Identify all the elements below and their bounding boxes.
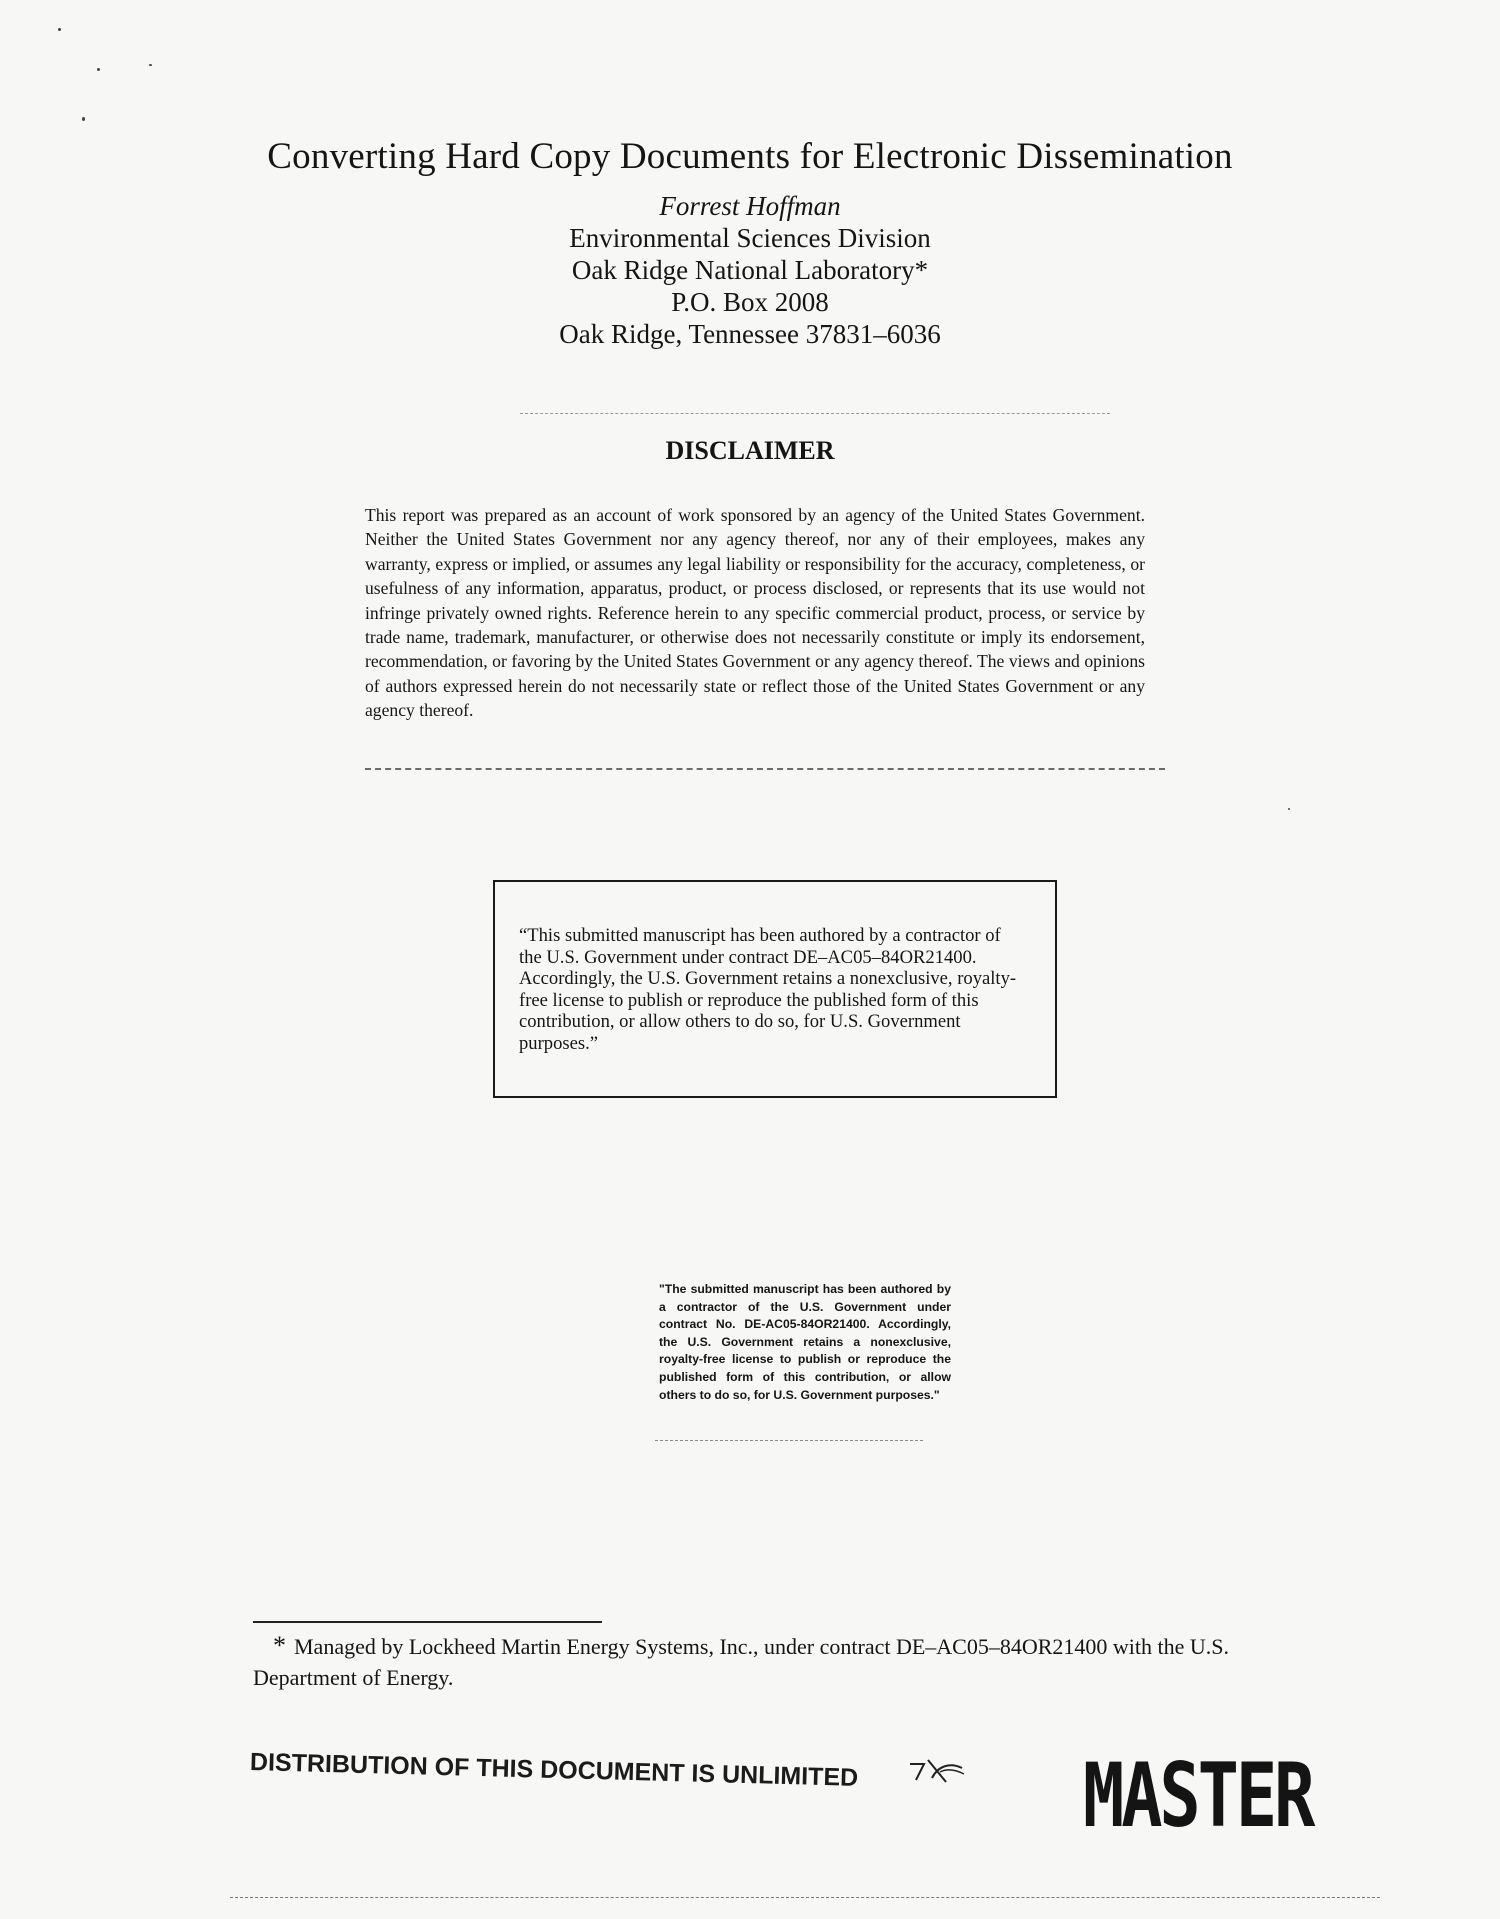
handwritten-initials-mark bbox=[906, 1752, 968, 1786]
manuscript-notice-box bbox=[493, 880, 1057, 1098]
footnote bbox=[253, 1630, 1303, 1693]
author-laboratory: Oak Ridge National Laboratory* bbox=[571, 255, 929, 285]
scan-speck bbox=[1288, 808, 1290, 810]
scan-speck bbox=[82, 117, 85, 121]
disclaimer-top-rule bbox=[520, 413, 1110, 414]
master-stamp: MASTER bbox=[1083, 1744, 1313, 1847]
scan-speck bbox=[149, 64, 152, 66]
scan-speck bbox=[58, 28, 61, 31]
document-title: Converting Hard Copy Documents for Electronic Dissemination bbox=[267, 136, 1233, 177]
footnote-marker: * bbox=[273, 1631, 286, 1660]
footnote-text: Managed by Lockheed Martin Energy Systems, Inc., under contract DE–AC05–84OR21400 with the U.S. Department of Energy. bbox=[253, 1634, 1230, 1690]
author-name: Forrest Hoffman bbox=[659, 191, 841, 221]
author-division: Environmental Sciences Division bbox=[569, 223, 931, 253]
author-block bbox=[300, 190, 1200, 350]
manuscript-notice-small: "The submitted manuscript has been authored by a contractor of the U.S. Government under contract No. DE-AC05-84OR21400. Accordingly, the U.S. Government retains a nonexclusive, royalty-free license to publish or reproduce the published form of this contribution, or allow others to do so, for U.S. Government purposes." bbox=[659, 1282, 951, 1402]
author-po-box: P.O. Box 2008 bbox=[671, 287, 829, 317]
scan-speck bbox=[97, 68, 100, 71]
footnote-rule bbox=[253, 1621, 602, 1623]
disclaimer-body: This report was prepared as an account of work sponsored by an agency of the United States Government. Neither the United States Government nor any agency thereof, nor any of their employees, makes any warranty, express or implied, or assumes any legal liability or responsibility for the accuracy, completeness, or usefulness of any information, apparatus, product, or process disclosed, or represents that its use would not infringe privately owned rights. Reference herein to any specific commercial product, process, or service by trade name, trademark, manufacturer, or otherwise does not necessarily constitute or imply its endorsement, recommendation, or favoring by the United States Government or any agency thereof. The views and opinions of authors expressed herein do not necessarily state or reflect those of the United States Government or any agency thereof. bbox=[365, 505, 1145, 721]
disclaimer-bottom-rule bbox=[365, 768, 1165, 770]
distribution-stamp: DISTRIBUTION OF THIS DOCUMENT IS UNLIMITED bbox=[249, 1748, 859, 1792]
disclaimer-heading: DISCLAIMER bbox=[665, 436, 835, 465]
page-bottom-rule bbox=[230, 1897, 1380, 1898]
author-city-state-zip: Oak Ridge, Tennessee 37831–6036 bbox=[559, 319, 941, 349]
small-notice-rule bbox=[655, 1440, 923, 1441]
manuscript-notice-text: “This submitted manuscript has been authored by a contractor of the U.S. Government under contract DE–AC05–84OR21400. Accordingly, the U.S. Government retains a nonexclusive, royalty-free license to publish or reproduce the published form of this contribution, or allow others to do so, for U.S. Government purposes.” bbox=[519, 925, 1017, 1054]
